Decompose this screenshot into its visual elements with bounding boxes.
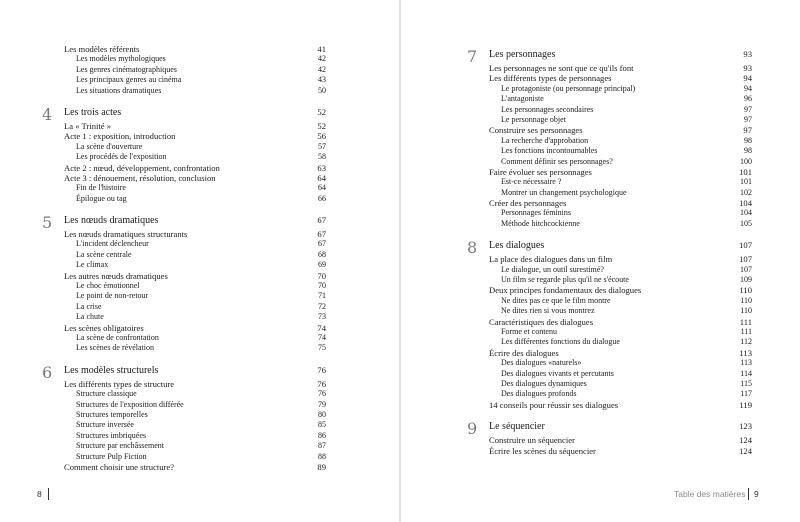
toc-subentry[interactable] [64,441,326,451]
toc-subentry[interactable] [64,410,326,420]
entry-page-number: 113 [739,347,752,358]
entry-title: Deux principes fondamentaux des dialogues [489,285,642,296]
entry-title: La scène de confrontation [76,332,159,342]
entry-title: Les scènes de révélation [76,343,154,353]
entry-page-number: 124 [739,445,752,456]
entry-title: Le climax [76,260,109,270]
entry-title: Caractéristiques des dialogues [489,316,594,327]
entry-page-number: 66 [318,193,326,203]
entry-title: Méthode hitchcockienne [501,218,580,228]
entry-title: La place des dialogues dans un film [489,254,613,265]
entry-title: La crise [76,301,102,311]
entry-title: Un film se regarde plus qu'il ne s'écoute [501,275,629,285]
chapter-number: 4 [42,104,53,124]
toc-subentry[interactable] [489,208,752,218]
entry-page-number: 86 [318,430,326,440]
toc-subentry[interactable] [489,105,752,115]
entry-page-number: 74 [318,332,326,342]
toc-entry[interactable] [489,125,752,135]
toc-entry[interactable] [489,73,752,83]
entry-page-number: 109 [740,275,752,285]
entry-page-number: 79 [318,399,326,409]
toc-entry[interactable] [64,121,326,131]
toc-entry[interactable] [64,173,326,183]
entry-title: Fin de l'histoire [76,183,126,193]
entry-page-number: 57 [318,141,326,151]
entry-title: Acte 3 : dénouement, résolution, conclusion [64,172,216,183]
entry-page-number: 71 [318,291,326,301]
chapter-page-number: 67 [317,215,326,226]
entry-page-number: 105 [740,218,752,228]
entry-title: Construire ses personnages [489,125,583,136]
chapter-spacer [489,410,752,420]
entry-page-number: 76 [317,378,326,389]
entry-page-number: 104 [740,208,752,218]
entry-title: Acte 1 : exposition, introduction [64,131,176,142]
entry-title: Les fonctions incontournables [501,146,598,156]
entry-page-number: 41 [317,44,326,54]
chapter-title: Les modèles structurels [64,364,159,376]
toc-chapter [467,47,752,229]
toc-chapter [64,44,326,96]
toc-chapter [42,213,326,354]
entry-title: Les personnages secondaires [501,104,594,114]
entry-page-number: 100 [740,156,752,166]
entry-page-number: 42 [318,54,326,64]
toc-subentry[interactable] [489,188,752,198]
toc-subentry[interactable] [64,400,326,410]
entry-page-number: 72 [318,301,326,311]
entry-title: Les modèles référents [64,44,140,54]
entry-title: Montrer un changement psychologique [501,187,627,197]
entry-title: Les situations dramatiques [76,85,162,95]
entry-title: Les différents types de structure [64,378,175,389]
folio-rule-right [748,488,749,500]
entry-page-number: 96 [744,94,752,104]
entry-title: Le personnage objet [501,114,566,124]
toc-subentry[interactable] [64,142,326,152]
entry-page-number: 58 [318,152,326,162]
toc-entry[interactable] [64,323,326,333]
chapter-title-row[interactable] [64,364,326,377]
entry-title: Comment définir ses personnages? [501,156,613,166]
entry-title: Les procédés de l'exposition [76,152,167,162]
folio-rule-left [48,488,49,500]
chapter-number: 6 [42,362,53,382]
entry-title: Le dialogue, un outil surestimé? [501,264,604,274]
toc-subentry[interactable] [64,194,326,204]
chapter-number: 7 [467,47,478,66]
entry-page-number: 85 [318,420,326,430]
chapter-page-number: 76 [317,364,326,375]
toc-subentry[interactable] [64,75,326,85]
toc-entry[interactable] [64,462,326,472]
toc-chapter [467,238,752,410]
folio-right: 9 [754,489,759,499]
entry-page-number: 113 [740,358,752,368]
chapter-title-row[interactable] [489,420,752,433]
chapter-title: Le séquencier [489,421,545,433]
toc-subentry[interactable] [489,358,752,368]
entry-page-number: 70 [317,270,326,281]
toc-subentry[interactable] [64,302,326,312]
chapter-page-number: 52 [317,106,326,117]
toc-subentry[interactable] [64,281,326,291]
entry-page-number: 68 [318,249,326,259]
entry-page-number: 104 [739,198,752,209]
entry-title: La scène d'ouverture [76,141,143,151]
chapter-title-row[interactable] [64,214,326,227]
toc-subentry[interactable] [489,389,752,399]
toc-subentry[interactable] [64,452,326,462]
toc-entry[interactable] [64,271,326,281]
toc-entry[interactable] [64,131,326,141]
toc-subentry[interactable] [64,291,326,301]
chapter-title: Les nœuds dramatiques [64,215,159,227]
toc-subentry[interactable] [64,54,326,64]
toc-entry[interactable] [64,44,326,54]
entry-title: Construire un séquencier [489,435,575,446]
entry-page-number: 88 [318,451,326,461]
entry-page-number: 64 [317,172,326,183]
entry-page-number: 52 [317,120,326,131]
toc-chapter [467,419,752,456]
toc-subentry[interactable] [64,152,326,162]
chapter-number: 9 [467,419,478,439]
entry-title: Personnages féminins [501,208,571,218]
toc-subentry[interactable] [489,337,752,347]
toc-right [467,47,752,456]
toc-subentry[interactable] [489,379,752,389]
toc-subentry[interactable] [489,306,752,316]
toc-subentry[interactable] [64,333,326,343]
entry-title: Le choc émotionnel [76,281,140,291]
toc-subentry[interactable] [489,115,752,125]
entry-title: Le protagoniste (ou personnage principal) [501,83,636,93]
toc-entry[interactable] [489,348,752,358]
entry-page-number: 80 [318,409,326,419]
toc-subentry[interactable] [64,183,326,193]
entry-title: Des dialogues dynamiques [501,378,587,388]
entry-page-number: 74 [317,322,326,333]
chapter-page-number: 93 [743,49,752,59]
left-page [0,0,399,522]
chapter-title: Les dialogues [489,240,545,252]
chapter-page-number: 107 [739,240,752,251]
entry-title: Écrire des dialogues [489,347,559,358]
chapter-spacer [64,354,326,364]
toc-subentry[interactable] [489,296,752,306]
entry-page-number: 56 [317,131,326,142]
entry-page-number: 97 [744,104,752,114]
entry-title: 14 conseils pour réussir ses dialogues [489,399,619,410]
entry-page-number: 63 [317,162,326,173]
entry-title: Structures de l'exposition différée [76,399,184,409]
entry-title: Les différentes fonctions du dialogue [501,337,620,347]
entry-page-number: 124 [739,435,752,446]
entry-page-number: 67 [317,229,326,240]
chapter-spacer [64,204,326,214]
folio-left: 8 [37,489,42,499]
entry-page-number: 101 [739,166,752,177]
toc-subentry[interactable] [64,420,326,430]
toc-entry[interactable] [489,254,752,264]
entry-page-number: 64 [318,183,326,193]
toc-entry[interactable] [489,446,752,456]
toc-subentry[interactable] [64,312,326,322]
entry-title: Le point de non-retour [76,291,149,301]
toc-subentry[interactable] [489,265,752,275]
entry-page-number: 102 [740,187,752,197]
toc-entry[interactable] [489,167,752,177]
entry-title: Créer des personnages [489,198,567,209]
entry-title: Des dialogues «naturels» [501,358,582,368]
entry-page-number: 98 [744,146,752,156]
toc-subentry[interactable] [489,177,752,187]
entry-page-number: 112 [740,337,752,347]
entry-title: La scène centrale [76,249,132,259]
toc-subentry[interactable] [64,343,326,353]
toc-entry[interactable] [489,63,752,73]
entry-title: Les autres nœuds dramatiques [64,270,168,281]
entry-page-number: 110 [740,295,752,305]
entry-title: Est-ce nécessaire ? [501,177,562,187]
toc-chapter [42,104,326,204]
toc-subentry[interactable] [489,94,752,104]
entry-title: La recherche d'approbation [501,135,589,145]
entry-title: Écrire les scènes du séquencier [489,445,596,456]
entry-page-number: 98 [744,135,752,145]
entry-title: Les genres cinématographiques [76,64,177,74]
toc-subentry[interactable] [489,275,752,285]
entry-page-number: 76 [318,389,326,399]
toc-subentry[interactable] [489,84,752,94]
entry-page-number: 110 [739,285,752,296]
chapter-title-row[interactable] [489,48,752,61]
chapter-number: 8 [467,238,478,258]
entry-page-number: 75 [318,343,326,353]
chapter-spacer [489,229,752,239]
entry-page-number: 101 [740,177,752,187]
entry-page-number: 50 [318,85,326,95]
toc-entry[interactable] [489,400,752,410]
toc-subentry[interactable] [489,369,752,379]
entry-page-number: 70 [318,281,326,291]
toc-subentry[interactable] [489,146,752,156]
entry-title: Les différents types de personnages [489,73,612,84]
entry-title: Comment choisir une structure? [64,461,175,472]
entry-title: L'antagoniste [501,94,544,104]
entry-title: L'incident déclencheur [76,239,149,249]
entry-title: Les modèles mythologiques [76,54,166,64]
entry-title: Ne dites pas ce que le film montre [501,295,611,305]
entry-page-number: 97 [744,114,752,124]
entry-title: Faire évoluer ses personnages [489,166,592,177]
entry-title: Les principaux genres au cinéma [76,75,182,85]
entry-page-number: 87 [318,441,326,451]
toc-entry[interactable] [64,163,326,173]
toc-subentry[interactable] [489,136,752,146]
entry-page-number: 94 [743,73,752,84]
toc-subentry[interactable] [64,431,326,441]
toc-subentry[interactable] [489,157,752,167]
entry-title: Structures imbriquées [76,430,146,440]
right-page [401,0,800,522]
chapter-number: 5 [42,213,53,233]
chapter-title-row[interactable] [489,239,752,252]
entry-title: Les personnages ne sont que ce qu'ils font [489,63,634,73]
entry-title: Structure par enchâssement [76,441,164,451]
toc-chapter [42,362,326,473]
toc-entry[interactable] [64,229,326,239]
entry-page-number: 114 [740,368,752,378]
entry-title: Structure inversée [76,420,134,430]
entry-page-number: 73 [318,312,326,322]
entry-page-number: 93 [743,63,752,73]
entry-page-number: 97 [743,125,752,136]
entry-page-number: 42 [318,64,326,74]
entry-page-number: 94 [744,83,752,93]
toc-subentry[interactable] [489,219,752,229]
entry-page-number: 43 [318,75,326,85]
entry-title: Structure Pulp Fiction [76,451,147,461]
chapter-page-number: 123 [739,421,752,432]
entry-title: Des dialogues vivants et percutants [501,368,614,378]
toc-subentry[interactable] [64,260,326,270]
toc-entry[interactable] [489,285,752,295]
entry-page-number: 111 [739,316,752,327]
entry-page-number: 111 [740,326,752,336]
entry-title: Ne dites rien si vous montrez [501,306,595,316]
toc-entry[interactable] [489,317,752,327]
entry-page-number: 115 [740,378,752,388]
entry-title: Structure classique [76,389,137,399]
toc-entry[interactable] [489,198,752,208]
toc-subentry[interactable] [64,389,326,399]
entry-page-number: 67 [318,239,326,249]
toc-entry[interactable] [489,435,752,445]
chapter-title: Les trois actes [64,106,122,118]
entry-page-number: 117 [740,389,752,399]
entry-title: Forme et contenu [501,326,557,336]
entry-title: Les scènes obligatoires [64,322,144,333]
entry-title: Structures temporelles [76,409,148,419]
entry-title: Des dialogues profonds [501,389,577,399]
entry-page-number: 110 [740,306,752,316]
entry-page-number: 107 [739,254,752,265]
entry-title: Les nœuds dramatiques structurants [64,229,188,240]
entry-page-number: 89 [317,461,326,472]
toc-subentry[interactable] [64,86,326,96]
entry-title: La chute [76,312,104,322]
toc-subentry[interactable] [64,65,326,75]
running-head: Table des matières [674,489,746,499]
toc-left [42,44,326,472]
entry-page-number: 69 [318,260,326,270]
entry-title: La « Trinité » [64,120,112,131]
entry-title: Épilogue ou tag [76,193,127,203]
chapter-spacer [64,96,326,106]
toc-subentry[interactable] [64,250,326,260]
entry-title: Acte 2 : nœud, développement, confrontation [64,162,220,173]
toc-subentry[interactable] [489,327,752,337]
toc-subentry[interactable] [64,239,326,249]
toc-entry[interactable] [64,379,326,389]
entry-page-number: 107 [740,264,752,274]
entry-page-number: 119 [739,399,752,410]
chapter-title-row[interactable] [64,106,326,119]
chapter-title: Les personnages [489,49,556,60]
